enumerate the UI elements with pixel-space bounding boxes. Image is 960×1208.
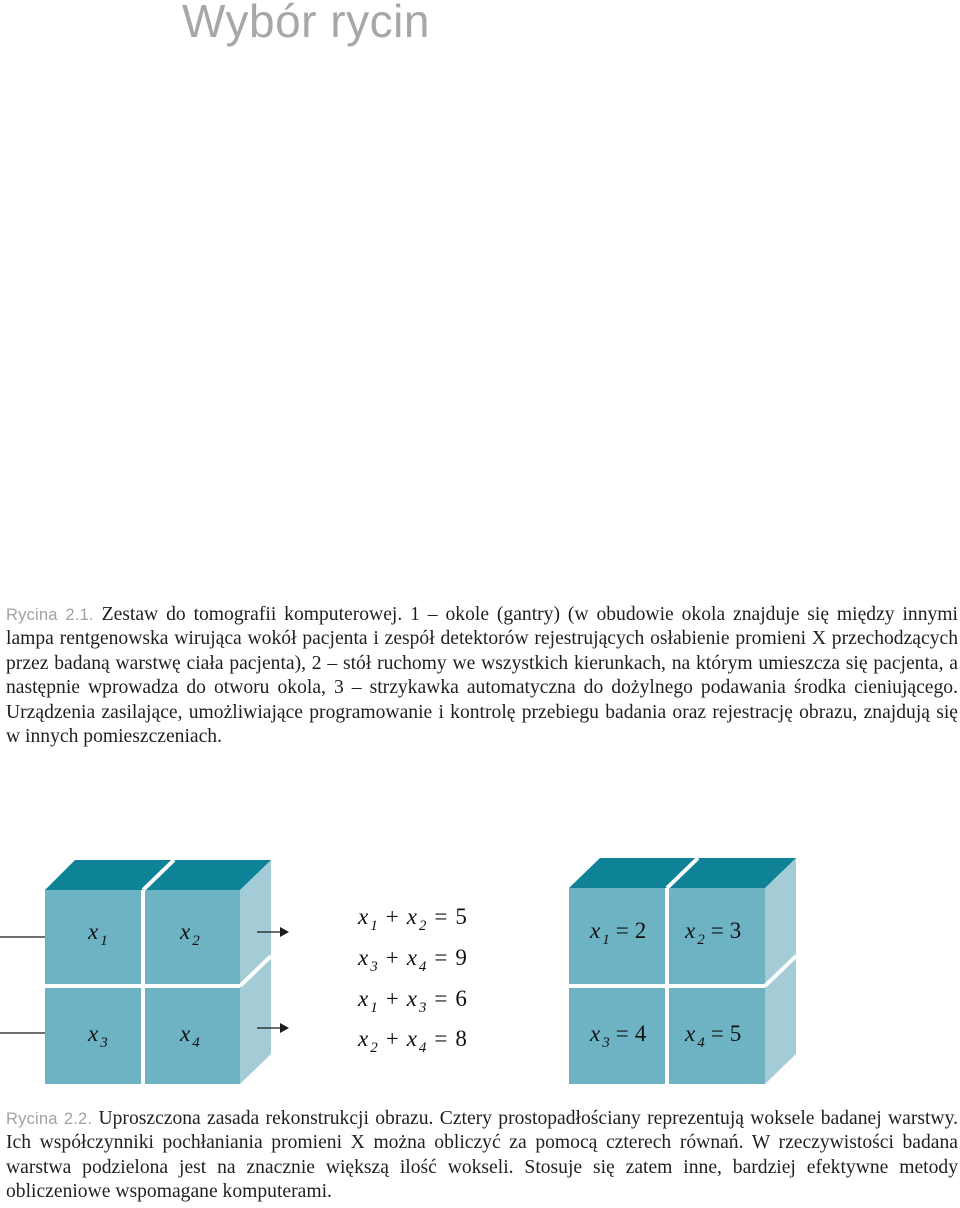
voxel-label-x1: x 1 xyxy=(88,919,108,949)
figure-2-text: Uproszczona zasada rekonstrukcji obrazu. Cztery prostopadłościany reprezentują woksele badanej warstwy. Ich współczynniki pochłaniania promieni X można obliczyć za pomocą czterech równań. W rzeczywistości badana warstwa podzielona jest na znacznie większą ilość wokseli. Stosuje się zatem inne, bardziej efektywne metody obliczeniowe wspomagane komputerami. xyxy=(6,1108,958,1203)
left-voxel-block xyxy=(45,860,271,1084)
voxel-reconstruction-diagram xyxy=(0,850,960,1100)
page-title: Wybór rycin xyxy=(182,0,430,47)
voxel-result-x2: x 2 = 3 xyxy=(685,918,742,948)
right-voxel-block xyxy=(569,858,796,1084)
equation-2: x 3 + x 4 = 9 xyxy=(358,945,467,975)
figure-2-label: Rycina 2.2. xyxy=(6,1110,93,1128)
voxel-label-x4: x 4 xyxy=(180,1021,200,1051)
voxel-result-x1: x 1 = 2 xyxy=(590,918,647,948)
figure-2-caption xyxy=(6,1107,958,1205)
figure-1-text: Zestaw do tomografii komputerowej. 1 – okole (gantry) (w obudowie okola znajduje się między innymi lampa rentgenowska wirująca wokół pacjenta i zespół detektorów rejestrujących osłabienie promieni X przechodzących przez badaną warstwę ciała pacjenta), 2 – stół ruchomy we wszystkich kierunkach, na którym umieszcza się pacjenta, a następnie wprowadza do otworu okola, 3 – strzykawka automatyczna do dożylnego podawania środka cieniującego. Urządzenia zasilające, umożliwiające programowanie i kontrolę przebiegu badania oraz rejestrację obrazu, znajdują się w innych pomieszczeniach. xyxy=(6,604,958,748)
figure-1-label: Rycina 2.1. xyxy=(6,606,94,624)
equation-1: x 1 + x 2 = 5 xyxy=(358,904,467,934)
voxel-result-x4: x 4 = 5 xyxy=(685,1021,742,1051)
voxel-label-x3: x 3 xyxy=(88,1021,108,1051)
figure-1-caption xyxy=(6,603,958,749)
voxel-result-x3: x 3 = 4 xyxy=(590,1021,647,1051)
equation-4: x 2 + x 4 = 8 xyxy=(358,1026,467,1056)
voxel-label-x2: x 2 xyxy=(180,919,200,949)
equation-list xyxy=(357,904,467,1056)
equation-3: x 1 + x 3 = 6 xyxy=(358,986,467,1016)
